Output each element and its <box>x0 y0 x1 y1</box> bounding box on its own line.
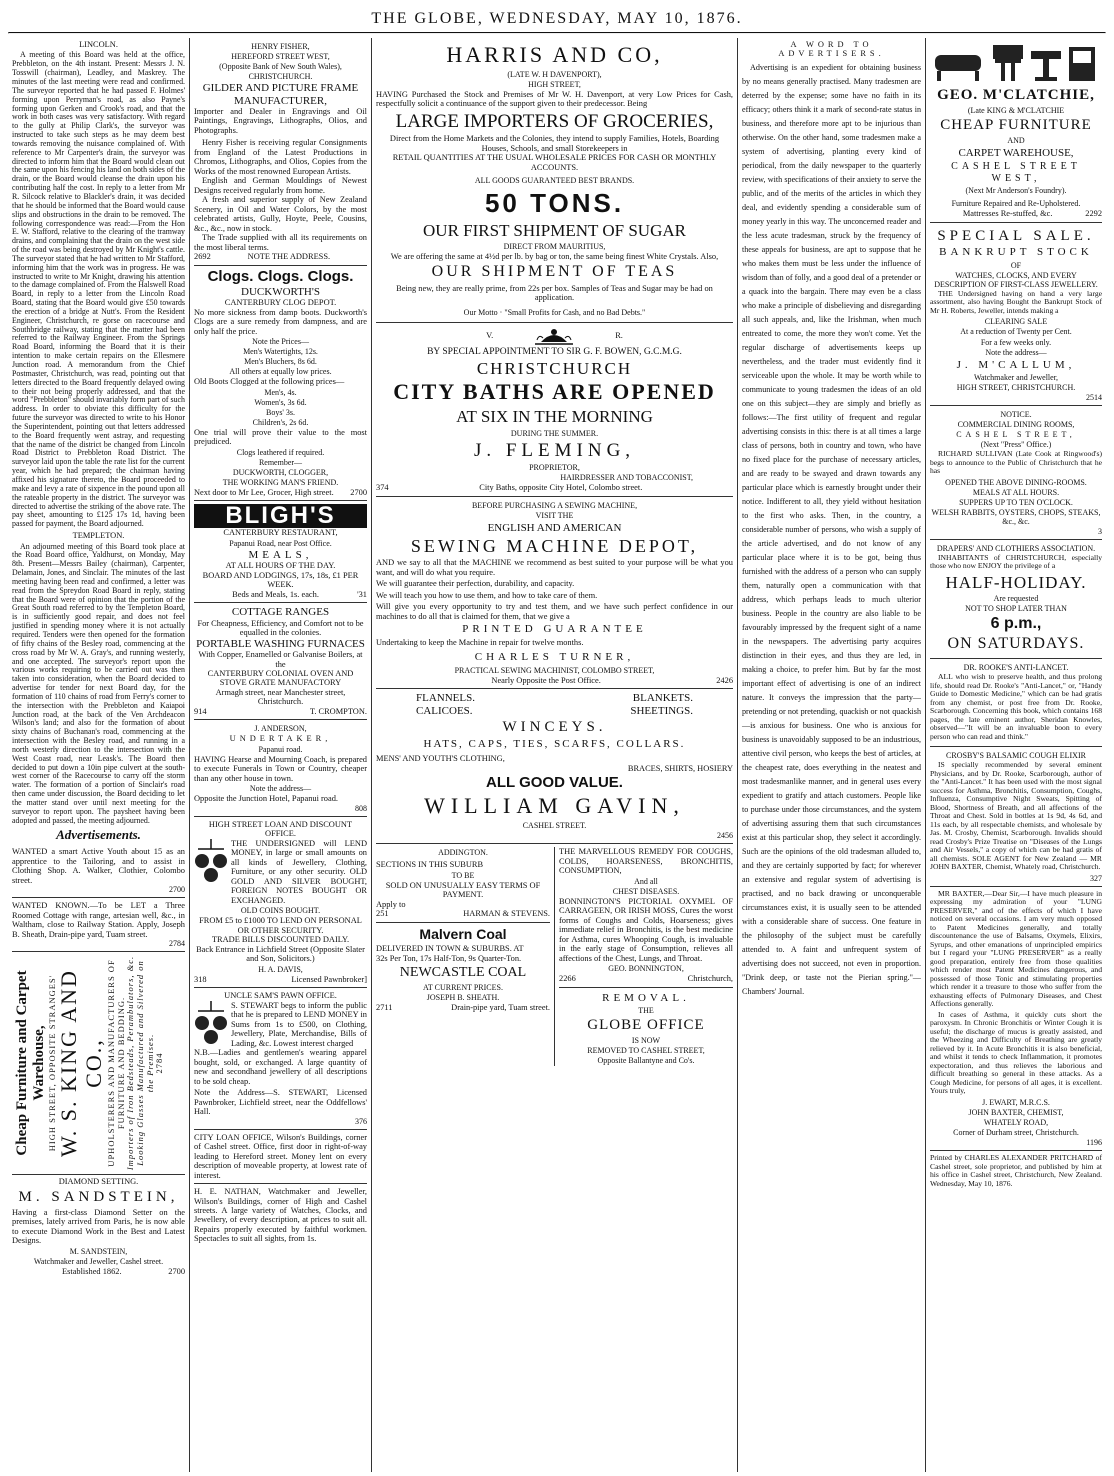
harris-goods: ALL GOODS GUARANTEED BEST BRANDS. <box>474 176 635 186</box>
harris-mauritius: DIRECT FROM MAURITIUS, <box>503 241 606 251</box>
crompton-body1: For Cheapness, Efficiency, and Comfort not to be equalled in the colonies. <box>197 618 364 638</box>
column-1 <box>8 38 190 1472</box>
mcl-street: CASHEL STREET WEST, <box>951 161 1081 184</box>
sandstein-number: 2700 <box>168 1266 185 1276</box>
addington-body: SECTIONS IN THIS SUBURB <box>376 860 484 870</box>
drapers-six: 6 p.m., <box>990 615 1042 633</box>
loan-license: Licensed Pawnbroker] <box>291 974 367 984</box>
duckworth-old-price: Boys' 3s. <box>265 407 295 417</box>
sale-name: J. M'CALLUM, <box>956 358 1076 371</box>
bonnington-chest: CHEST DISEASES. <box>612 886 680 896</box>
sandstein-body: Having a first-class Diamond Setter on the premises, lately arrived from Paris, he is now able to execute Diamond Work in the Best and Latest Designs. <box>12 1207 185 1246</box>
harris-sugar: OUR FIRST SHIPMENT OF SUGAR <box>423 220 686 240</box>
crompton-head2: PORTABLE WASHING FURNACES <box>196 637 365 650</box>
rooke-ad <box>930 659 1102 747</box>
newcastle: NEWCASTLE COAL <box>399 965 527 981</box>
removal-is: IS NOW <box>631 1035 661 1045</box>
diamond-title: DIAMOND SETTING. <box>58 1177 139 1187</box>
removal-ad <box>559 987 733 1065</box>
anderson-trade: UNDERTAKER, <box>229 734 332 744</box>
fleming-city: CHRISTCHURCH <box>476 359 633 379</box>
uncle-number: 376 <box>355 1116 367 1126</box>
harris-street: HIGH STREET, <box>528 79 581 89</box>
notice-body: RICHARD SULLIVAN (Late Cook at Ringwood's) begs to announce to the Public of Christchurch that he has <box>930 449 1102 476</box>
walker-ad-text: WANTED a smart Active Youth about 15 as an apprentice to the Tailoring, and to assist in Clothing Shop. A. Walker, Clothier, Colombo street. <box>12 847 185 885</box>
turner-eng: ENGLISH AND AMERICAN <box>487 521 622 534</box>
fisher-p1: Henry Fisher is receiving regular Consignments from England of the Latest Productions in Chromos, Lithographs, and Olios, Copies from the Works of the most renowned European Artists. <box>194 138 367 176</box>
gavin-sheetings: SHEETINGS. <box>630 704 693 717</box>
bonnington-city: Christchurch, <box>687 974 733 984</box>
fleming-appt: BY SPECIAL APPOINTMENT TO SIR G. F. BOWEN, G.C.M.G. <box>427 346 682 357</box>
mcl-next: (Next Mr Anderson's Foundry). <box>965 185 1067 195</box>
bonnington-and: And all <box>634 876 658 886</box>
harris-retail: RETAIL QUANTITIES AT THE USUAL WHOLESALE PRICES FOR CASH OR MONTHLY ACCOUNTS. <box>392 153 717 172</box>
fisher-lead2: Importer and Dealer in Engravings and Oil Paintings, Engravings, Lithographs, Olios, and Photographs. <box>194 106 367 135</box>
sale-reduction: At a reduction of Twenty per Cent. <box>960 327 1072 337</box>
king-line-2: FURNITURE AND BEDDING. <box>115 997 126 1130</box>
mcl-carpet: CARPET WAREHOUSE, <box>958 146 1074 159</box>
duckworth-sub: CANTERBURY CLOG DEPOT. <box>224 298 337 308</box>
notice-opened: OPENED THE ABOVE DINING-ROOMS. <box>945 477 1087 487</box>
fisher-p2: English and German Mouldings of Newest Designs received regularly from home. <box>194 176 367 195</box>
turner-p4: Will give you every opportunity to try and test them, and we have such perfect confidence in our machines to do all that is claimed for them, that we give a <box>376 602 733 621</box>
gavin-name: WILLIAM GAVIN, <box>424 793 685 819</box>
crompton-sign: T. CROMPTON. <box>309 706 367 716</box>
advertisements-heading: Advertisements. <box>56 826 141 842</box>
lincoln-title: LINCOLN. <box>79 40 118 49</box>
anderson-number: 808 <box>355 803 367 813</box>
duckworth-old-price: Children's, 2s 6d. <box>252 417 309 427</box>
addington-be: TO BE <box>451 870 475 880</box>
anderson-ad <box>194 720 367 817</box>
crompton-head1: COTTAGE RANGES <box>231 606 330 619</box>
loan-addr: Back Entrance in Lichfield Street (Opposite Slater and Son, Solicitors.) <box>196 944 365 964</box>
bligh-heading: BLIGH'S <box>194 504 367 528</box>
removal-opp: Opposite Ballantyne and Co's. <box>597 1056 695 1066</box>
column-3 <box>372 38 738 1472</box>
mcl-repaired: Furniture Repaired and Re-Upholstered. <box>951 198 1081 208</box>
bligh-addr: Papanui Road, near Post Office. <box>229 538 332 548</box>
baxter-sign: J. EWART, M.R.C.S. <box>982 1097 1050 1107</box>
king-sub: HIGH STREET, OPPOSITE STRANGES' <box>46 974 57 1152</box>
fisher-city: CHRISTCHURCH. <box>248 72 313 82</box>
turner-p2: We will guarantee their perfection, durability, and capacity. <box>376 579 575 589</box>
sale-watches: WATCHES, CLOCKS, AND EVERY DESCRIPTION OF FIRST-CLASS JEWELLERY. <box>934 270 1098 289</box>
bonnington-body: BONNINGTON'S PICTORIAL OXYMEL OF CARRAGEEN, OR IRISH MOSS, Cures the worst forms of Coughs and Colds, Hoarseness; gives immediate relief in Bronchitis, is the best medicine for Asthma, cures Whooping Cough, is invaluable in the early stage of Consumption, relieves all affections of the Chest, Lungs, and Throat. <box>559 896 733 963</box>
gavin-winceys: WINCEYS. <box>502 718 607 735</box>
gavin-calicoes: CALICOES. <box>416 704 473 717</box>
wanted-known-number: 2784 <box>169 939 185 949</box>
sale-number: 2514 <box>1086 393 1102 403</box>
duckworth-old: Old Boots Clogged at the following prices— <box>194 377 345 387</box>
drapers-sat: ON SATURDAYS. <box>947 635 1085 653</box>
royal-v: V. <box>486 330 494 340</box>
column-4 <box>738 38 926 1472</box>
king-line-3: Importers of Iron Bedsteads, Perambulators, &c. <box>124 956 135 1171</box>
fleming-addr: City Baths, opposite City Hotel, Colombo street. <box>479 483 643 493</box>
duckworth-price: All others at equally low prices. <box>229 367 332 377</box>
duckworth-ad <box>194 266 367 502</box>
bligh-ad <box>194 501 367 603</box>
removal-to: REMOVED TO CASHEL STREET, <box>587 1045 705 1055</box>
bligh-beds: Beds and Meals, 1s. each. <box>232 589 319 599</box>
mcl-late: (Late KING & M'CLATCHIE <box>967 105 1065 115</box>
addington-apply: Apply to <box>376 899 406 909</box>
baxter-body: MR BAXTER,—Dear Sir,—I have much pleasure in expressing my admiration of your "LUNG PRESERVER," and of the effects of which I have noticed on several occasions. I am very much opposed to Patent Medicines generally, and totally discountenance the use of Balsams, Oxymels, Elixirs, Syrups, and other emanations of unprincipled empirics but I regard your "LUNG PRESERVER" as a really good preparation, entirely free from those qualities which render most Patent Medicines dangerous, and possessed of those Tonic and stimulating properties which render it a treasure to those who suffer from the exhausting effects of Pulmonary Diseases, and Chest Affections generally. <box>930 888 1102 1009</box>
gavin-flannels: FLANNELS. <box>416 692 475 705</box>
crompton-head3: CANTERBURY COLONIAL OVEN AND STOVE GRATE MANUFACTORY <box>207 668 354 688</box>
mcl-and: AND <box>1007 135 1025 145</box>
loan-number: 318 <box>194 974 207 984</box>
loan-sign: H. A. DAVIS, <box>258 964 303 974</box>
turner-guar: PRINTED GUARANTEE <box>462 623 647 636</box>
mcl-name: GEO. M'CLATCHIE, <box>937 87 1095 103</box>
walker-ad <box>12 844 185 898</box>
removal-title: REMOVAL. <box>602 991 690 1004</box>
notice-welsh: WELSH RABBITS, OYSTERS, CHOPS, STEAKS, &c., &c. <box>931 507 1101 526</box>
mclatchie-ad <box>930 38 1102 223</box>
uncle-sam-ad <box>194 988 367 1129</box>
uncle-body: S. STEWART begs to inform the public that he is prepared to LEND MONEY in Sums from 1s to £500, on Clothing, Jewellery, Plate, Merchandise, Bills of Lading, &c. Lowest interest charged <box>231 1000 367 1048</box>
duckworth-old-price: Women's, 3s 6d. <box>254 397 307 407</box>
baxter-name: JOHN BAXTER, CHEMIST, <box>968 1107 1064 1117</box>
pawnbroker-balls-icon <box>194 839 228 885</box>
notice-number: 3 <box>1098 526 1102 536</box>
bligh-meals: MEALS, <box>248 548 313 561</box>
fisher-p4: The Trade supplied with all its requirements on the most liberal terms. <box>194 233 367 252</box>
sale-weeks: For a few weeks only. <box>980 337 1052 347</box>
anderson-opp: Opposite the Junction Hotel, Papanui road. <box>194 794 338 804</box>
removal-the: THE <box>638 1005 654 1015</box>
clogs-heading: Clogs. Clogs. Clogs. <box>207 267 354 285</box>
notice-suppers: SUPPERS UP TO TEN O'CLOCK. <box>959 497 1073 507</box>
gavin-blankets: BLANKETS. <box>632 692 693 705</box>
sandstein-sign: M. SANDSTEIN, <box>69 1246 128 1256</box>
addington-sold: SOLD ON UNUSUALLY EASY TERMS OF PAYMENT. <box>385 880 541 900</box>
lincoln-report: A meeting of this Board was held at the office, Prebbleton, on the 4th instant. Present: Messrs J. N. Tosswill (chairman), Leadley, and Maskrey. The minutes of the last meeting were read and confirmed. The surveyor reported that he had passed F. Holmes' forming upon Perryman's road, as also Payne's forming upon Gerken and Crook's road, and that the work in both cases was very satisfactory. With regard to the gully at Philip Clark's, the surveyor was instructed to take such steps as he may deem best towards removing the nuisance complained of. With reference to Mr Carpenter's drain, the surveyor was directed to inform him that the Board would clean out the same upon his fencing his land on both sides of the drain, or the Board would cleanse the drain upon his contributing half the cost. In reply to a letter from Mr R. Silcock relative to Blackler's drain, it was decided that he should be informed that the Board would cause slips and obstructions in the drain to be removed. The following correspondence was read:—From the Hon E. W. Stafford, relative to the clearing of the tramway drains, and complaining that the drain on the west side of the road was being destroyed by Mr Knight's cattle. The surveyor stated that he had written to Mr Stafford, informing him that the work was in progress. He was instructed to write to Mr Knight, drawing his attention to the damage complained of. From the Halswell Road Board, in reply to a letter from the Lincoln Road Board, stating that the Board would give £50 towards the erection of a bridge at Nutt's. From the Resident Engineer, Christchurch, re gorse on racecourse and Southbridge railway, stating that the matter had been referred to the Railway Engineer. From the Springs Road Board, informing the Board that it is their intention to make certain repairs on the Ellesmere Junction road. A memorandum from the Chief Postmaster, Christchurch, was read, pointing out that letters directed to the Board frequently delayed owing to their not being properly addressed, and that the word "Prebbleton" should invariably form part of such address. In order to obviate this difficulty for the future the surveyor was directed to write to his Honor the Superintendent, pointing out that letters addressed to the Board frequently went astray, and requesting that the name of the district be changed from Lincoln Road District to Prebbleton Road District. The surveyor laid upon the table the rate list for the current year, which he had prepared; the chairman having affixed his signature thereto, the Board proceeded to make and levy a rate of sixpence in the pound upon all the rateable property in the district. The surveyor was directed to advertise the striking of the above rate. The pay sheet, amounting to £125 17s 1d, having been passed for payment, the Board adjourned. <box>12 50 185 529</box>
addington-bonnington-row <box>376 844 733 1069</box>
crosby-number: 327 <box>1090 873 1102 883</box>
bonnington-ad <box>554 847 733 1066</box>
duckworth-old-price: Men's, 4s. <box>264 387 297 397</box>
bligh-number: '31 <box>357 589 367 599</box>
anderson-body: HAVING Hearse and Mourning Coach, is prepared to execute Funerals in Town or Country, cheaper than any other house in town. <box>194 754 367 783</box>
rooke-head: DR. ROOKE'S ANTI-LANCET. <box>963 663 1069 673</box>
baxter-ad <box>930 887 1102 1151</box>
crompton-number: 914 <box>194 706 207 716</box>
pawnbroker-balls-icon <box>194 1001 228 1047</box>
crompton-body2: With Copper, Enamelled or Galvanise Boilers, at the <box>198 650 363 669</box>
masthead-rule <box>8 32 1106 34</box>
sale-of: OF <box>1010 260 1022 270</box>
fleming-number: 374 <box>376 483 389 493</box>
baxter-body2: In cases of Asthma, it quickly cuts short the paroxysm. In Chronic Bronchitis or Winter Cough it is useful; the discharge of mucus is greatly assisted, and the Wheezing and Difficulty of Breathing are greatly relieved by it. In Acute Bronchitis it is also beneficial, and whilst it tends to check Inflammation, it promotes expectoration, and thus relieves the laborious and difficult breathing so general in these attacks. As a Cough Medicine, for persons of all ages, it is excellent. Yours truly, <box>930 1009 1102 1096</box>
gavin-value: ALL GOOD VALUE. <box>486 774 623 792</box>
bonnington-lead: THE MARVELLOUS REMEDY FOR COUGHS, COLDS, HOARSENESS, BRONCHITIS, CONSUMPTION, <box>559 847 733 876</box>
sandstein-addr: Watchmaker and Jeweller, Cashel street. <box>33 1256 164 1266</box>
turner-visit: VISIT THE <box>535 510 574 520</box>
gavin-ad <box>376 689 733 844</box>
duckworth-price: Men's Watertights, 12s. <box>243 347 318 357</box>
wanted-known-text: WANTED KNOWN.—To be LET a Three Roomed Cottage with range, artesian well, &c., in Waltham, close to Railway Station. Apply, Joseph B. Sheath, Drain-pipe yard, Tuam street. <box>12 901 185 939</box>
mcl-cheap: CHEAP FURNITURE <box>940 116 1092 133</box>
loan-body: THE UNDERSIGNED will LEND MONEY, in large or small amounts on all kinds of Jewellery, Clothing, Furniture, or any other security. OLD GOLD AND SILVER BOUGHT, FOREIGN NOTES BOUGHT OR EXCHANGED. <box>231 838 367 905</box>
templeton-title: TEMPLETON. <box>72 531 125 541</box>
crosby-ad <box>930 747 1102 887</box>
sale-body: THE Undersigned having on hand a very large assortment, also having Bought the Bankrupt Stock of Mr H. Roberts, Jeweller, intends making a <box>930 288 1102 315</box>
harris-large: LARGE IMPORTERS OF GROCERIES, <box>395 110 714 132</box>
turner-depot: SEWING MACHINE DEPOT, <box>410 536 699 557</box>
gavin-street: CASHEL STREET. <box>522 821 587 831</box>
king-furniture-ad <box>12 952 185 1175</box>
turner-p3: We will teach you how to use them, and how to take care of them. <box>376 590 598 600</box>
fleming-six: AT SIX IN THE MORNING <box>456 407 653 427</box>
loan-coins: OLD COINS BOUGHT. <box>240 906 321 916</box>
duckworth-name: DUCKWORTH'S <box>241 285 320 298</box>
royal-crest-icon <box>533 326 575 346</box>
sale-head: SPECIAL SALE. <box>937 227 1095 244</box>
gavin-braces: BRACES, SHIRTS, HOSIERY <box>627 763 733 773</box>
addington-agents: HARMAN & STEVENS. <box>463 909 550 919</box>
column-2 <box>190 38 372 1472</box>
harris-direct: Direct from the Home Markets and the Colonies, they intend to supply Families, Hotels, Boarding Houses, Schools, and small Storekeepers in <box>389 134 720 153</box>
malvern-ad <box>376 922 550 1013</box>
sheath-number: 2711 <box>376 1003 393 1013</box>
duckworth-price: Men's Bluchers, 8s 6d. <box>244 357 317 367</box>
turner-opp: Nearly Opposite the Post Office. <box>491 675 601 685</box>
templeton-report: An adjourned meeting of this Board took place at the Road Board office, Yaldhurst, on Monday, May 8th. Present—Messrs Bailey (chairman), Carpenter, Delamain, Jones, and Sinclair. The minutes of the last meeting having been read and confirmed, a letter was read from the Spreydon Road Board in reply, stating that the Board were of opinion that the portion of the Great South road referred to by the Templeton Board, is in sufficiently good repair, and does not feel justified in spending money where it is not actually required. Tenders were then opened for the formation of fifty chains of the Besley road, commencing at the cross road by Mr W. A. Gray's, and running westerly, and one accepted. The surveyor's report upon the various works requiring to be carried out was then taken into consideration, when the Board decided to advertise for tender for next Board day, for the formation of 110 chains of road from Ferry's corner to the intersection with the Prebbleton and Kaiapoi Junction road, at the back of the Ven Archdeacon Wilson's land; and also for the formation of about sixty chains of Buchanan's road, commencing at the intersection with the Besley road, and running in a north westerly direction to the intersection with the West Coast road, near Leask's. The Board then decided to put down a 10in pipe culvert at the south-west corner of the Racecourse to carry off the storm water. The formation of a portion of Sinclair's road then came under discussion, the Board deciding to let the matter stand over until next meeting for the surveyor to report upon. The paysheet having been adopted and passed, the meeting adjourned. <box>12 541 185 825</box>
royal-r: R. <box>615 330 623 340</box>
city-loan-ad <box>194 1130 367 1184</box>
fisher-note: NOTE THE ADDRESS. <box>247 252 331 262</box>
sandstein-name: M. SANDSTEIN, <box>18 1188 179 1205</box>
anderson-name: J. ANDERSON, <box>254 724 307 734</box>
notice-next: (Next "Press" Office.) <box>980 440 1052 450</box>
king-name: W. S. KING AND CO., <box>55 969 106 1158</box>
duckworth-next: Next door to Mr Lee, Grocer, High street. <box>194 487 334 497</box>
fleming-baths: CITY BATHS ARE OPENED <box>393 379 716 405</box>
drapers-ad <box>930 540 1102 659</box>
crompton-ad <box>194 603 367 720</box>
malvern-price: 32s Per Ton, 17s Half-Ton, 9s Quarter-Ton. <box>376 953 522 963</box>
fisher-ad <box>194 38 367 266</box>
advertisers-article: Advertising is an expedient for obtaining business by no means generally practised. Many tradesmen are deterred by the expense; some have no faith in its efficacy; others think it a mark of second-rate status in business, and therefore more apt to be injurious than otherwise. On the other hand, some tradesmen make a system of advertising, planting every kind of periodical, from the daily newspaper to the quarterly review, with specifications of their anxiety to serve the public, and of the merits of the articles in which they deal, and evidently spending a considerable sum of money yearly in this way. The unconcerned reader and the less acute tradesman, struck by the frequency of these appeals for business, are apt to suppose that he who makes them must be less under the influence of wisdom than of folly, and a good deal of a pretender or a quack into the bargain. There may even be a class who make a principle of disbelieving and disregarding all such appeals, and, like the Irishman, when much entreated to come, the more they won't come. Yet the regular discharge of advertisements keeps up nevertheless, and the trader must evidently find it serviceable upon the whole. It may be worth while to communicate to young tradesmen the ideas of an old one on this subject—they are simply and briefly as follows:—The first utility of frequent and regular advertising consists in this: there is at all times a large class of persons, both in country and town, who have no fixed place for the purchase of necessary articles, and are ready to be swayed and drawn towards any particular place which is earnestly brought under their notice. Indifferent to all, they yield without hesitation to the first who asks. Then, in the country, a considerable number of persons, who wish a supply of the article advertised, and do not know of any particular place where it is to be got, being thus furnished with the address of a person who can supply them, naturally open a communication with that address, which perhaps leads to much ulterior business. People in the country are also liable to be favourably impressed by the frequent sight of a name in the newspapers. The advertising party acquires distinction in their eyes, and thus they are led, in making a choice, to prefer him. But by far the most important effect of advertising is one of an indirect nature. It conveys the impression that the party—pretending or not pretending, quackish or not quackish—is anxious for business. One who is anxious for business is unavoidably supposed to be an industrious, attentive civil person, who keeps the best of articles, at the cheapest rate, does everything in the neatest and most tradesmanlike manner, and in general uses every expedient to gratify and attach customers. People like to purchase under those circumstances, and the system of advertising assuring them that such circumstances exist at this particular shop, they select it accordingly. Such are the opinions of the old tradesman alluded to, and they are certainly supported by fact; for wherever an extensive and regular system of advertising is practised, and no back drawing or unconquerable circumstances exist, it is usually seen to be attended with a considerable share of success. One feature in the philosophy of the subject must be carefully attended to. A faint and unfrequent system of advertising does not succeed, not even in proportion. "Drink deep, or taste not the Pierian spring."—Chambers' Journal. <box>742 62 921 996</box>
duckworth-friend: THE WORKING MAN'S FRIEND. <box>222 477 339 487</box>
addington-number: 251 <box>376 909 389 919</box>
notice-cashel: CASHEL STREET, <box>956 430 1076 440</box>
harris-teas-body: Being new, they are really prime, from 22s per box. Samples of Teas and Sugar may be had on application. <box>396 283 713 302</box>
loan-ad <box>194 817 367 988</box>
harris-body: HAVING Purchased the Stock and Premises of Mr W. H. Davenport, at very Low Prices for Cash, respectfully solicit a continuance of the support given to their predecessor. Being <box>376 89 733 109</box>
fleming-name: J. FLEMING, <box>473 439 636 461</box>
city-loan-text: CITY LOAN OFFICE, Wilson's Buildings, corner of Cashel street. Office, first door in right-of-way leading to Hereford street. Money lent on every description of moveable property, at lowest rate of interest. <box>194 1132 367 1180</box>
imprint-text: Printed by CHARLES ALEXANDER PRITCHARD of Cashel street, sole proprietor, and published by him at his office in Cashel street, Christchurch, New Zealand. Wednesday, May 10, 1876. <box>930 1153 1102 1188</box>
walker-ad-number: 2700 <box>169 885 185 895</box>
harris-teas: OUR SHIPMENT OF TEAS <box>431 263 678 281</box>
turner-number: 2426 <box>716 675 733 685</box>
crosby-body: IS specially recommended by several eminent Physicians, and by Dr. Rooke, Scarborough, author of the "Anti-Lancet." It has been used with the most signal success for Asthma, Bronchitis, Consumption, Coughs, Influenza, Consumptive Night Sweats, Spitting of Blood, Shortness of Breath, and all affections of the Throat and Chest. Sold in bottles at 1s 9d, 4s 6d, and 11s each, by all respectable chemists, and wholesale by Jas. M. Crosby, Chemist, Scarborough. Invalids should read Crosby's Prize Treatise on "Diseases of the Lungs and Air Vessels," a copy of which can be had gratis of all chemists. SOLE AGENT for New Zealand — MR JOHN BAXTER, Chemist, Whately road, Christchurch. <box>930 760 1102 872</box>
sale-trade: Watchmaker and Jeweller, <box>973 373 1059 382</box>
notice-head: NOTICE. <box>1000 410 1032 420</box>
malvern-title: Malvern Coal <box>419 925 507 942</box>
crosby-head: CROSBY'S BALSAMIC COUGH ELIXIR <box>946 751 1086 761</box>
special-sale-ad <box>930 223 1102 407</box>
harris-motto: Our Motto · "Small Profits for Cash, and no Bad Debts." <box>463 308 646 318</box>
furniture-illustration-icon <box>931 41 1101 85</box>
turner-before: BEFORE PURCHASING A SEWING MACHINE, <box>471 500 638 510</box>
fleming-trade: HAIRDRESSER AND TOBACCONIST, <box>560 473 693 483</box>
drapers-head: DRAPERS' AND CLOTHIERS ASSOCIATION. <box>936 543 1096 553</box>
drapers-half: HALF-HOLIDAY. <box>945 572 1087 592</box>
removal-globe: GLOBE OFFICE <box>587 1017 705 1034</box>
drapers-not: NOT TO SHOP LATER THAN <box>965 604 1067 614</box>
sheath-name: JOSEPH B. SHEATH. <box>426 993 500 1003</box>
harris-late: (LATE W. H DAVENPORT), <box>507 69 602 79</box>
harris-ad <box>376 38 733 323</box>
uncle-nb: N.B.—Ladies and gentlemen's wearing apparel bought, sold, or exchanged. A large quantity of new and secondhand jewellery of all descriptions to be sold cheap. <box>194 1048 367 1086</box>
king-line-1: UPHOLSTERERS AND MANUFACTURERS OF <box>105 959 116 1167</box>
crompton-addr: Armagh street, near Manchester street, Christchurch. <box>215 687 346 707</box>
gavin-hats: HATS, CAPS, TIES, SCARFS, COLLARS. <box>423 737 686 750</box>
turner-ad <box>376 497 733 690</box>
fisher-number: 2692 <box>194 252 211 262</box>
gavin-number: 2456 <box>717 831 733 841</box>
masthead: THE GLOBE, WEDNESDAY, MAY 10, 1876. <box>371 10 743 27</box>
king-line-4: Looking Glasses Manufactured and Silvered on the Premises. <box>134 960 155 1166</box>
sale-bankrupt: BANKRUPT STOCK <box>939 246 1093 259</box>
mcl-number: 2292 <box>1085 209 1102 219</box>
harris-offer: We are offering the same at 4½d per lb. by bag or ton, the same being finest White Crystals. Also, <box>390 251 719 261</box>
column-5 <box>926 38 1106 1472</box>
loan-head: HIGH STREET LOAN AND DISCOUNT OFFICE. <box>208 819 353 839</box>
baxter-corner: Corner of Durham street, Christchurch. <box>953 1128 1079 1138</box>
bligh-hours: AT ALL HOURS OF THE DAY. <box>225 561 336 571</box>
loan-lend: FROM £5 to £1000 TO LEND ON PERSONAL OR OTHER SECURITY. <box>199 916 362 935</box>
duckworth-leathered: Clogs leathered if required. <box>236 447 325 457</box>
fleming-ad <box>376 323 733 497</box>
harris-tons: 50 TONS. <box>484 188 625 219</box>
newcastle-at: AT CURRENT PRICES. <box>423 983 503 993</box>
uncle-note: Note the Address—S. STEWART, Licensed Pawnbroker, Lichfield street, near the Oddfellows' Hall. <box>194 1088 367 1117</box>
nathan-text: H. E. NATHAN, Watchmaker and Jeweller, Wilson's Buildings, corner of High and Cashel streets. A large variety of Watches, Clocks, and Jewellery, of every description, at prices to suit all. Repairs properly executed by faithful workmen. Spectacles to suit all sights, from 1s. <box>194 1187 367 1244</box>
addington-title: ADDINGTON. <box>438 848 488 858</box>
gavin-mens: MENS' AND YOUTH'S CLOTHING, <box>376 754 505 764</box>
sale-note: Note the address— <box>985 347 1047 357</box>
duckworth-body: No more sickness from damp boots. Duckworth's Clogs are a sure remedy from dampness, and are only half the price. <box>194 307 367 336</box>
bligh-board: BOARD AND LODGINGS, 17s, 18s, £1 PER WEEK. <box>202 570 359 590</box>
anderson-addr: Papanui road. <box>258 744 303 754</box>
fisher-lead: GILDER AND PICTURE FRAME MANUFACTURER, <box>202 82 359 107</box>
uncle-head: UNCLE SAM'S PAWN OFFICE. <box>224 991 337 1001</box>
sale-clearing: CLEARING SALE <box>984 317 1048 327</box>
turner-trade: PRACTICAL SEWING MACHINIST, COLOMBO STREET, <box>454 665 655 675</box>
duckworth-prices-head: Note the Prices— <box>252 337 309 347</box>
sandstein-est: Established 1862. <box>62 1266 122 1276</box>
fleming-summer: DURING THE SUMMER. <box>510 428 599 438</box>
turner-under: Undertaking to keep the Machine in repair for twelve months. <box>376 637 584 647</box>
malvern-body: DELIVERED IN TOWN & SUBURBS. AT <box>376 944 524 954</box>
rooke-body: ALL who wish to preserve health, and thus prolong life, should read Dr. Rooke's "Anti-Lancet," or, "Handy Guide to Domestic Medicine," which can be had gratis from any chemist, or post free from Dr. Rooke, Scarborough. Concerning this book, which contains 168 pages, the late eminent author, Sheridan Knowles, observed—"It will be an invaluable boon to every person who can read and think." <box>930 672 1102 741</box>
anderson-note: Note the address— <box>249 784 312 794</box>
drapers-req: Are requested <box>993 594 1039 604</box>
fisher-addr1: HEREFORD STREET WEST, <box>231 52 330 62</box>
notice-ad <box>930 406 1102 540</box>
bonnington-sign: GEO. BONNINGTON, <box>608 964 684 974</box>
fisher-p3: A fresh and superior supply of New Zealand Scenery, in Oil and Water Colors, by the most celebrated artists, Gully, Hoyte, Peele, Cousins, &c., &c., now in stock. <box>194 195 367 233</box>
addington-ad <box>376 847 554 1066</box>
duckworth-remember: Remember— <box>258 457 303 467</box>
duckworth-sign: DUCKWORTH, CLOGGER, <box>232 467 329 477</box>
mcl-mattress: Mattresses Re-stuffed, &c. <box>962 209 1053 219</box>
nathan-ad <box>194 1184 367 1247</box>
turner-name: CHARLES TURNER, <box>474 651 635 664</box>
loan-trade: TRADE BILLS DISCOUNTED DAILY. <box>211 935 350 945</box>
imprint <box>930 1151 1102 1193</box>
fisher-name: HENRY FISHER, <box>251 42 310 51</box>
sheath-addr: Drain-pipe yard, Tuam street. <box>451 1003 550 1013</box>
bligh-sub: CANTERBURY RESTAURANT, <box>223 528 338 538</box>
fisher-addr2: (Opposite Bank of New South Wales), <box>219 62 342 72</box>
baxter-number: 1196 <box>1086 1138 1102 1148</box>
king-title: Cheap Furniture and Carpet Warehouse, <box>13 970 47 1156</box>
wanted-known-ad <box>12 898 185 952</box>
harris-name: HARRIS AND CO, <box>446 42 663 67</box>
duckworth-number: 2700 <box>350 487 367 497</box>
drapers-body: INHABITANTS of CHRISTCHURCH, especially those who now ENJOY the privilege of a <box>930 552 1102 571</box>
duckworth-trial: One trial will prove their value to the most prejudiced. <box>194 427 367 447</box>
notice-comm: COMMERCIAL DINING ROOMS, <box>957 420 1075 430</box>
king-number: 2784 <box>153 1052 164 1074</box>
notice-meals: MEALS AT ALL HOURS. <box>972 487 1060 497</box>
fleming-prop: PROPRIETOR, <box>529 463 580 472</box>
bonnington-number: 2266 <box>559 974 576 984</box>
baxter-road: WHATELY ROAD, <box>983 1118 1049 1128</box>
sale-addr: HIGH STREET, CHRISTCHURCH. <box>956 383 1076 393</box>
turner-p1: AND we say to all that the MACHINE we recommend as best suited to your purpose will be what you want, and will do what you require. <box>376 558 733 577</box>
columns <box>8 38 1106 1472</box>
advertisers-title: A WORD TO ADVERTISERS. <box>778 40 885 59</box>
